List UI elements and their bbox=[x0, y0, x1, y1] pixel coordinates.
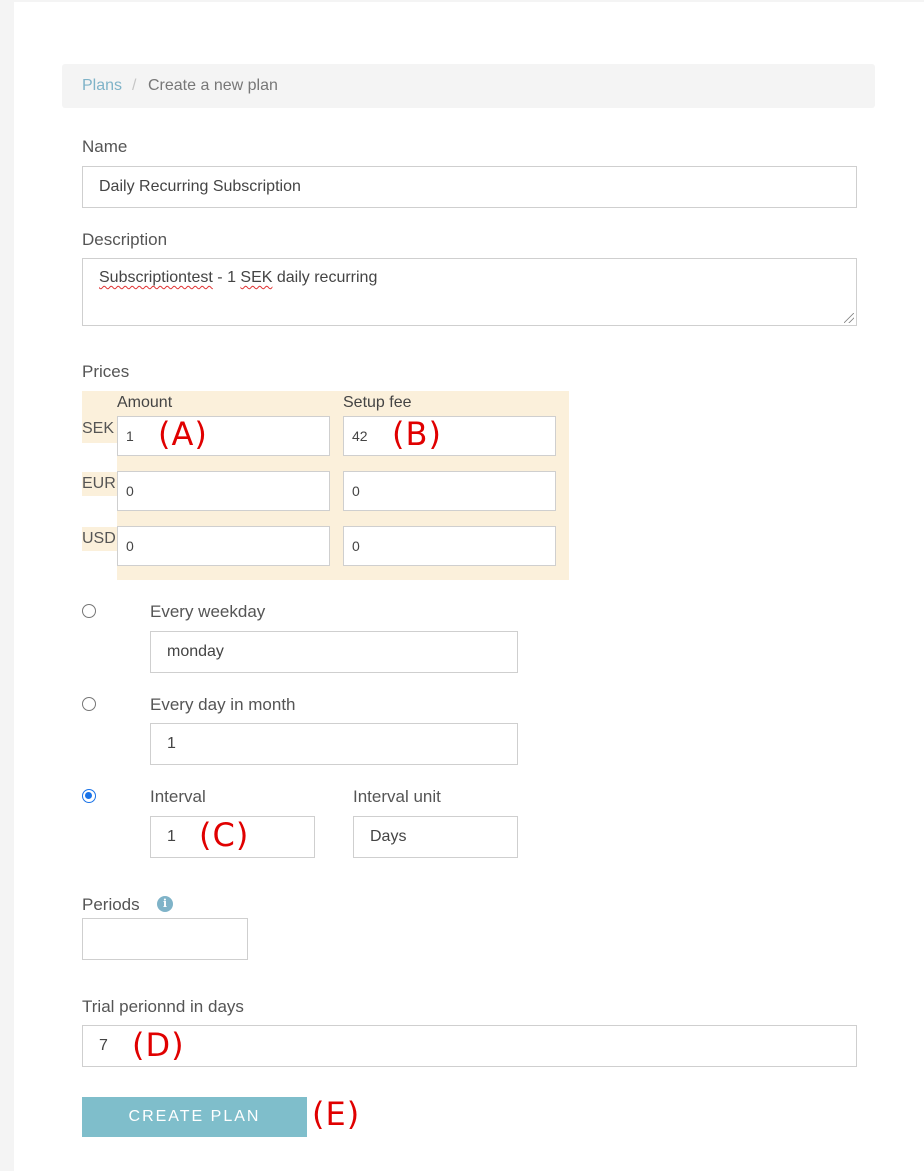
interval-unit-select[interactable] bbox=[353, 816, 518, 858]
breadcrumb bbox=[62, 64, 875, 108]
description-word-3: SEK bbox=[240, 269, 273, 286]
amount-header: Amount bbox=[117, 394, 173, 411]
day-in-month-value: 1 bbox=[167, 735, 176, 752]
trial-days-value: 7 bbox=[99, 1037, 108, 1054]
description-word-4: daily recurring bbox=[272, 269, 378, 286]
amount-input-value: 0 bbox=[126, 483, 134, 499]
setup-fee-input-sek[interactable] bbox=[343, 416, 556, 456]
weekday-select[interactable] bbox=[150, 631, 518, 673]
setup-fee-input-value: 0 bbox=[352, 483, 360, 499]
amount-input-value: 1 bbox=[126, 428, 134, 444]
annotation-e: (E) bbox=[312, 1095, 361, 1133]
radio-interval[interactable] bbox=[82, 789, 96, 803]
every-day-in-month-label: Every day in month bbox=[150, 695, 296, 714]
periods-input[interactable] bbox=[82, 918, 248, 960]
trial-days-input[interactable] bbox=[82, 1025, 857, 1067]
setup-fee-header: Setup fee bbox=[343, 394, 412, 411]
name-label: Name bbox=[82, 137, 128, 156]
amount-input-usd[interactable] bbox=[117, 526, 330, 566]
breadcrumb-current: Create a new plan bbox=[148, 77, 278, 94]
description-value bbox=[99, 269, 377, 287]
description-word-2: - 1 bbox=[212, 269, 241, 286]
amount-input-sek[interactable] bbox=[117, 416, 330, 456]
interval-unit-label: Interval unit bbox=[353, 787, 441, 806]
annotation-a: (A) bbox=[158, 415, 208, 453]
setup-fee-input-value: 42 bbox=[352, 428, 368, 444]
amount-input-value: 0 bbox=[126, 538, 134, 554]
amount-input-eur[interactable] bbox=[117, 471, 330, 511]
currency-label: USD bbox=[82, 530, 116, 547]
weekday-select-value: monday bbox=[167, 643, 224, 660]
name-input[interactable] bbox=[82, 166, 857, 208]
info-icon[interactable]: i bbox=[157, 896, 173, 912]
description-word-1: Subscriptiontest bbox=[99, 269, 213, 286]
annotation-b: (B) bbox=[392, 415, 442, 453]
currency-label: EUR bbox=[82, 475, 116, 492]
currency-label: SEK bbox=[82, 420, 115, 437]
interval-label: Interval bbox=[150, 787, 206, 806]
interval-input-value: 1 bbox=[167, 828, 176, 845]
description-textarea[interactable] bbox=[82, 258, 857, 326]
radio-every-day-in-month[interactable] bbox=[82, 697, 96, 711]
setup-fee-input-value: 0 bbox=[352, 538, 360, 554]
breadcrumb-link-plans[interactable]: Plans bbox=[82, 77, 123, 94]
radio-every-weekday[interactable] bbox=[82, 604, 96, 618]
breadcrumb-separator: / bbox=[132, 77, 137, 94]
interval-unit-value: Days bbox=[370, 828, 407, 845]
annotation-d: (D) bbox=[132, 1026, 185, 1064]
create-plan-button[interactable]: CREATE PLAN bbox=[82, 1097, 307, 1137]
resize-grip-icon[interactable] bbox=[844, 313, 854, 323]
description-label: Description bbox=[82, 230, 168, 249]
prices-label: Prices bbox=[82, 362, 130, 381]
trial-label: Trial perionnd in days bbox=[82, 997, 244, 1016]
day-in-month-input[interactable] bbox=[150, 723, 518, 765]
name-input-value: Daily Recurring Subscription bbox=[99, 178, 301, 195]
setup-fee-input-usd[interactable] bbox=[343, 526, 556, 566]
annotation-c: (C) bbox=[199, 816, 250, 854]
periods-label: Periods bbox=[82, 895, 140, 914]
setup-fee-input-eur[interactable] bbox=[343, 471, 556, 511]
every-weekday-label: Every weekday bbox=[150, 602, 266, 621]
